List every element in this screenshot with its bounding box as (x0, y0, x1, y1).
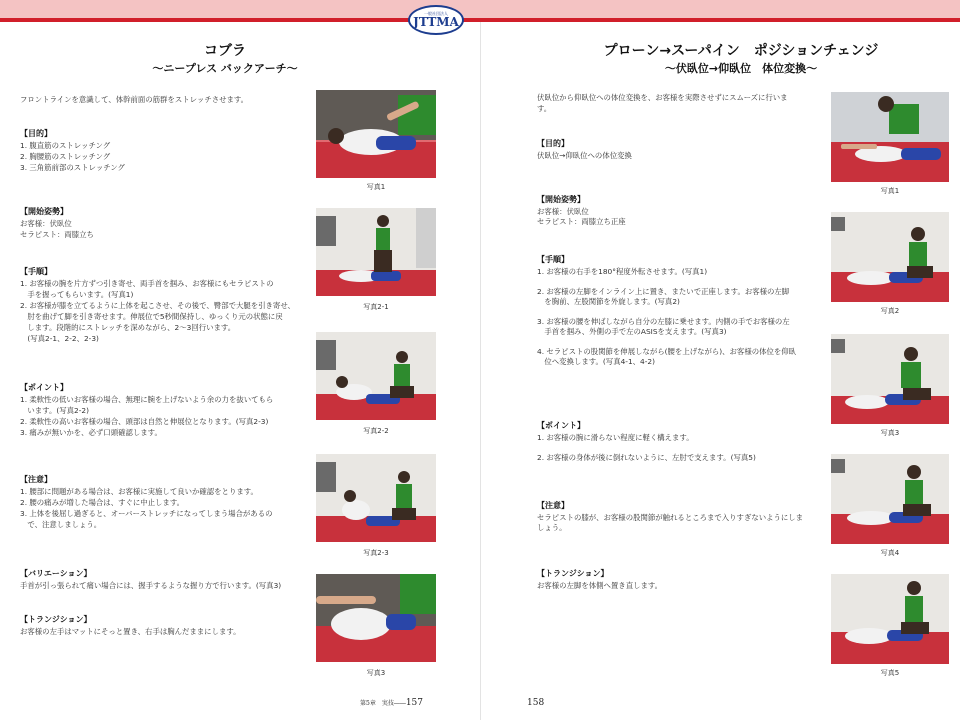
right-page-number: 158 (527, 698, 545, 708)
left-page-number: 157 (405, 698, 424, 708)
section-line: 3. お客様の腰を伸ばしながら自分の左膝に乗せます。内側の手でお客様の左 (537, 317, 790, 326)
section-line: お客様：伏臥位 (537, 207, 589, 216)
caption-change-2: 写真2 (880, 307, 900, 315)
section-line: 1. お客様の腕に滑らない程度に軽く構えます。 (537, 433, 694, 442)
photo-change-5 (831, 574, 949, 664)
caption-photo-3: 写真3 (366, 669, 386, 677)
logo-text: JTTMA (413, 15, 459, 29)
photo-change-3 (831, 334, 949, 424)
caption-photo-2-1: 写真2-1 (363, 303, 389, 311)
section-heading: 【注意】 (20, 475, 52, 484)
section-line: します。段階的にストレッチを深めながら、2～3回行います。 (20, 323, 236, 332)
caption-photo-2-2: 写真2-2 (363, 427, 389, 435)
section-line: 手首が引っ張られて痛い場合には、握手するような握り方で行います。(写真3) (20, 581, 282, 590)
section-line: 2. お客様の左脚をインライン上に置き、またいで正座します。お客様の左脚 (537, 287, 790, 296)
section-line: 2. 腰の痛みが増した場合は、すぐに中止します。 (20, 498, 185, 507)
section-line: 3. 痛みが無いかを、必ず口頭確認します。 (20, 428, 162, 437)
photo-change-1 (831, 92, 949, 182)
section-heading: 【ポイント】 (537, 421, 585, 430)
right-page-title: プローン→スーパイン ポジションチェンジ (603, 43, 879, 59)
section-line: います。(写真2-2) (20, 406, 89, 415)
left-intro: フロントラインを意識して、体幹前面の筋群をストレッチさせます。 (20, 95, 249, 104)
photo-change-2 (831, 212, 949, 302)
section-line: 1. お客様の右手を180°程度外転させます。(写真1) (537, 267, 708, 276)
section-heading: 【手順】 (20, 267, 52, 276)
section-line: セラピスト：両膝立ち正座 (537, 217, 626, 226)
section-line: 3. 三角筋前部のストレッチング (20, 163, 125, 172)
section-line: (写真2-1、2-2、2-3) (20, 334, 99, 343)
left-page-footer (360, 698, 423, 708)
right-page-subtitle: ～伏臥位→仰臥位 体位変換～ (664, 62, 818, 75)
right-intro-line-1: 伏臥位から仰臥位への体位変換を、お客様を実際させずにスムーズに行いま (537, 93, 788, 102)
section-line: 1. 腰部に問題がある場合は、お客様に実施して良いか確認をとります。 (20, 487, 258, 496)
section-line: 位へ変換します。(写真4-1、4-2) (537, 357, 656, 366)
section-line: 肘を曲げて脚を引き寄せます。伸展位で5秒間保持し、ゆっくり元の状態に戻 (20, 312, 283, 321)
section-heading: 【注意】 (537, 501, 569, 510)
photo-change-4 (831, 454, 949, 544)
section-line: セラピストの膝が、お客様の股関節が触れるところまで入りすぎないようにしま (537, 513, 804, 522)
section-line: 2. お客様の身体が後に倒れないように、左肘で支えます。(写真5) (537, 453, 756, 462)
section-line: 2. 胸腰筋のストレッチング (20, 152, 111, 161)
left-page-subtitle: ～ニープレス バックアーチ～ (152, 62, 298, 75)
logo-small-text: 一般社団法人 (424, 11, 448, 16)
section-line: 3. 上体を後屈し過ぎると、オーバーストレッチになってしまう場合があるの (20, 509, 273, 518)
section-line: しょう。 (537, 523, 567, 532)
section-line: 2. 柔軟性の高いお客様の場合、頭部は自然と伸展位となります。(写真2-3) (20, 417, 269, 426)
section-heading: 【手順】 (537, 255, 569, 264)
section-line: お客様：伏臥位 (20, 219, 72, 228)
left-page-title: コブラ (204, 43, 246, 59)
right-page (481, 22, 960, 720)
caption-photo-1: 写真1 (366, 183, 386, 191)
section-line: を胸前、左股関節を外旋します。(写真2) (537, 297, 680, 306)
section-line: で、注意しましょう。 (20, 520, 102, 529)
section-line: 1. お客様の腕を片方ずつ引き寄せ、両手首を掴み、お客様にもセラピストの (20, 279, 274, 288)
section-heading: 【バリエーション】 (20, 569, 92, 578)
section-heading: 【目的】 (537, 139, 569, 148)
right-intro-line-2: す。 (537, 104, 552, 113)
section-line: お客様の左手はマットにそっと置き、右手は胸んだままにします。 (20, 627, 241, 636)
section-heading: 【開始姿勢】 (537, 195, 585, 204)
section-heading: 【開始姿勢】 (20, 207, 68, 216)
section-line: 手を握ってもらいます。(写真1) (20, 290, 134, 299)
section-line: 4. セラピストの股関節を伸展しながら(腰を上げながら)、お客様の体位を仰臥 (537, 347, 797, 356)
section-line: 2. お客様が膝を立てるように上体を起こさせ、その後で、臀部で大腿を引き寄せ、 (20, 301, 295, 310)
caption-change-3: 写真3 (880, 429, 900, 437)
photo-cobra-1 (316, 90, 436, 178)
section-heading: 【目的】 (20, 129, 52, 138)
caption-change-5: 写真5 (880, 669, 900, 677)
section-line: 1. 柔軟性の低いお客様の場合、無理に腕を上げないよう余の力を抜いてもら (20, 395, 274, 404)
caption-photo-2-3: 写真2-3 (363, 549, 389, 557)
photo-cobra-3 (316, 574, 436, 662)
photo-cobra-2-3 (316, 454, 436, 542)
photo-cobra-2-2 (316, 332, 436, 420)
section-line: セラピスト：両膝立ち (20, 230, 94, 239)
section-heading: 【トランジション】 (20, 615, 92, 624)
section-line: お客様の左脚を体側へ置き直します。 (537, 581, 663, 590)
section-line: 手首を掴み、外側の手で左のASISを支えます。(写真3) (537, 327, 727, 336)
photo-cobra-2-1 (316, 208, 436, 296)
chapter-label: 第5章 実技―― (360, 700, 406, 707)
caption-change-4: 写真4 (880, 549, 900, 557)
caption-change-1: 写真1 (880, 187, 900, 195)
section-heading: 【トランジション】 (537, 569, 609, 578)
header-band (0, 0, 960, 18)
left-page (0, 22, 480, 720)
section-heading: 【ポイント】 (20, 383, 68, 392)
section-line: 1. 腹直筋のストレッチング (20, 141, 111, 150)
section-line: 伏臥位→仰臥位への体位変換 (537, 151, 632, 160)
